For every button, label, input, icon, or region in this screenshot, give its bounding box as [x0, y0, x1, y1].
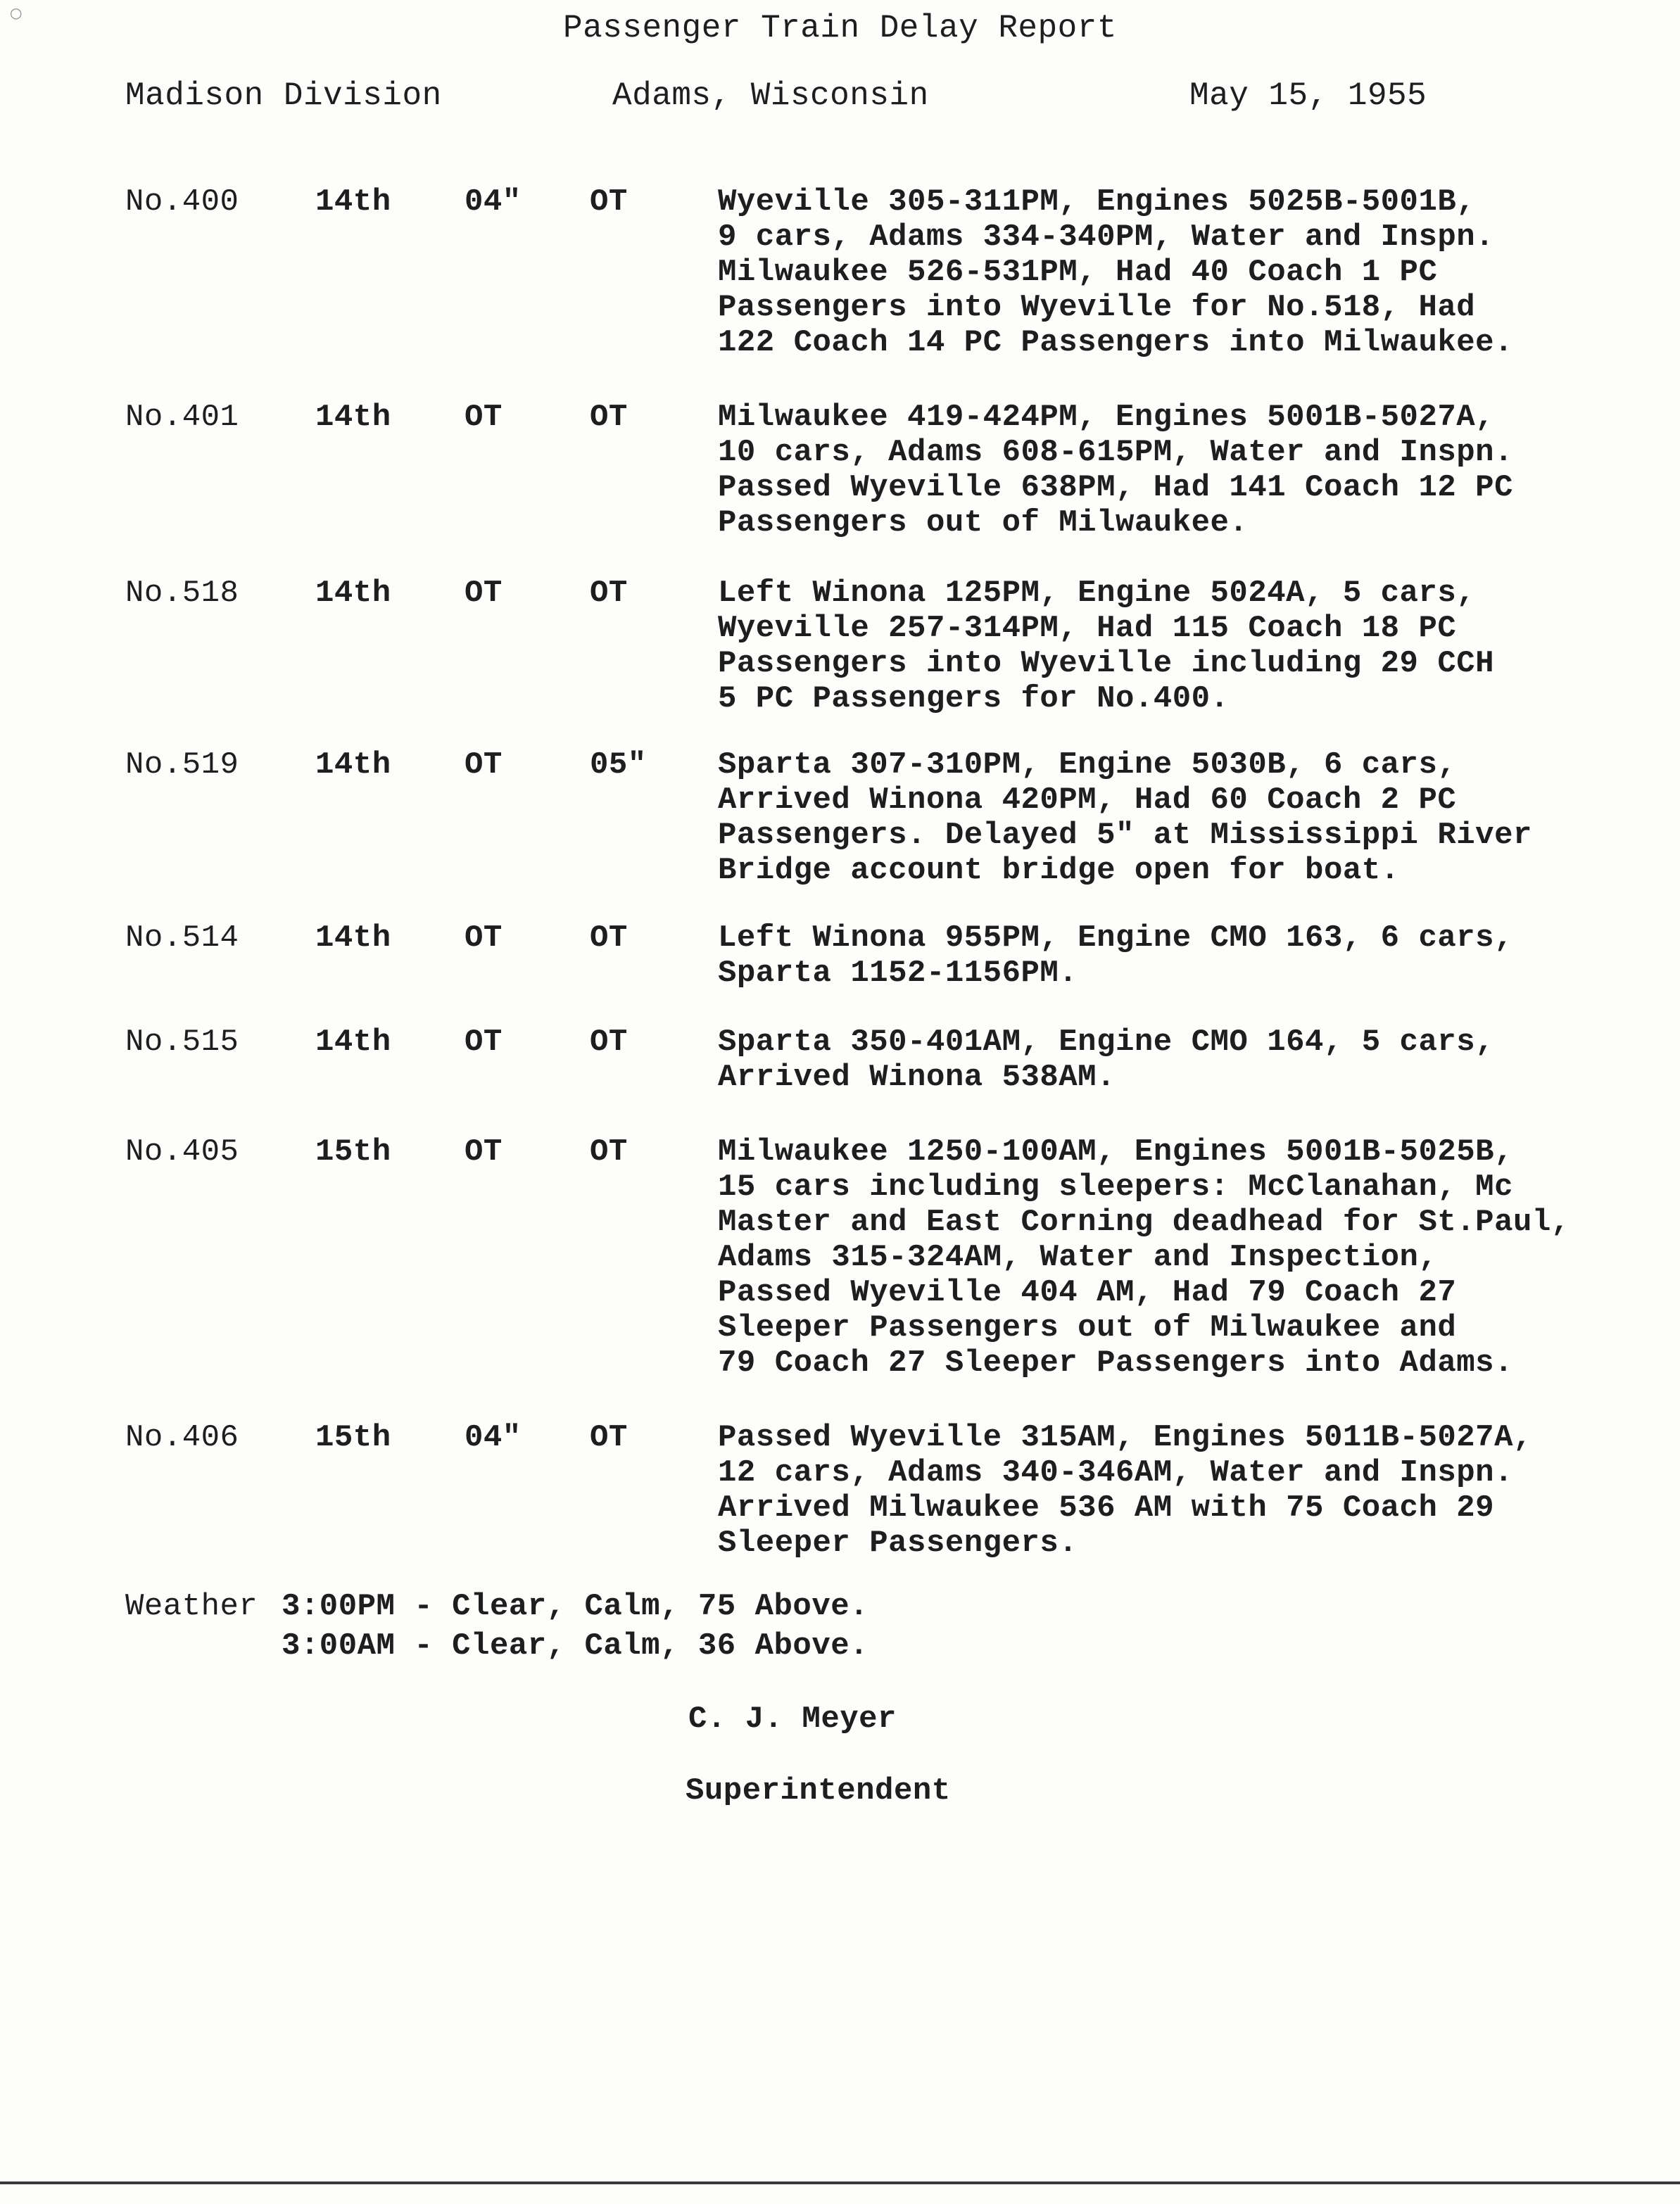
- report-location: Adams, Wisconsin: [612, 77, 929, 114]
- train-delay-first: OT: [465, 400, 503, 435]
- signature-name: C. J. Meyer: [688, 1702, 897, 1737]
- train-day: 15th: [315, 1134, 391, 1170]
- train-number: No.405: [125, 1134, 239, 1170]
- train-delay-first: 04": [465, 184, 522, 220]
- weather-morning: 3:00AM - Clear, Calm, 36 Above.: [282, 1628, 869, 1664]
- page-corner-mark: ○: [10, 4, 23, 21]
- train-delay-second: OT: [590, 400, 628, 435]
- division-name: Madison Division: [125, 77, 442, 114]
- train-day: 14th: [315, 920, 391, 956]
- train-remarks: Milwaukee 419-424PM, Engines 5001B-5027A, 10 cars, Adams 608-615PM, Water and Inspn. Passed Wyeville 638PM, Had 141 Coach 12 PC Passengers out of Milwaukee.: [718, 400, 1513, 540]
- train-delay-first: OT: [465, 920, 503, 956]
- train-day: 14th: [315, 1025, 391, 1060]
- report-date: May 15, 1955: [1189, 77, 1427, 114]
- train-number: No.406: [125, 1420, 239, 1455]
- train-day: 15th: [315, 1420, 391, 1455]
- weather-afternoon: 3:00PM - Clear, Calm, 75 Above.: [282, 1589, 869, 1624]
- train-delay-first: OT: [465, 747, 503, 783]
- train-day: 14th: [315, 576, 391, 611]
- train-number: No.514: [125, 920, 239, 956]
- train-remarks: Left Winona 125PM, Engine 5024A, 5 cars, Wyeville 257-314PM, Had 115 Coach 18 PC Passengers into Wyeville including 29 CCH 5 PC Passengers for No.400.: [718, 576, 1495, 716]
- train-remarks: Passed Wyeville 315AM, Engines 5011B-5027A, 12 cars, Adams 340-346AM, Water and Inspn. Arrived Milwaukee 536 AM with 75 Coach 29 Sleeper Passengers.: [718, 1420, 1532, 1561]
- train-number: No.400: [125, 184, 239, 220]
- train-delay-first: OT: [465, 1134, 503, 1170]
- train-remarks: Milwaukee 1250-100AM, Engines 5001B-5025B, 15 cars including sleepers: McClanahan, Mc Master and East Corning deadhead for St.Paul, Adams 315-324AM, Water and Inspection, Passed Wyeville 404 AM, Had 79 Coach 27 Sleeper Passengers out of Milwaukee and 79 Coach 27 Sleeper Passengers into Adams.: [718, 1134, 1570, 1381]
- train-day: 14th: [315, 184, 391, 220]
- report-title: Passenger Train Delay Report: [563, 10, 1117, 46]
- train-delay-second: OT: [590, 1025, 628, 1060]
- train-number: No.401: [125, 400, 239, 435]
- signature-title: Superintendent: [686, 1773, 951, 1809]
- train-number: No.515: [125, 1025, 239, 1060]
- train-delay-second: OT: [590, 1134, 628, 1170]
- train-remarks: Sparta 307-310PM, Engine 5030B, 6 cars, Arrived Winona 420PM, Had 60 Coach 2 PC Passengers. Delayed 5" at Mississippi River Bridge account bridge open for boat.: [718, 747, 1532, 888]
- train-delay-second: OT: [590, 184, 628, 220]
- train-delay-first: OT: [465, 1025, 503, 1060]
- weather-label: Weather: [125, 1589, 258, 1624]
- train-number: No.518: [125, 576, 239, 611]
- train-delay-second: 05": [590, 747, 647, 783]
- train-day: 14th: [315, 400, 391, 435]
- train-delay-second: OT: [590, 576, 628, 611]
- train-remarks: Left Winona 955PM, Engine CMO 163, 6 cars, Sparta 1152-1156PM.: [718, 920, 1513, 991]
- page-bottom-edge: [0, 2181, 1680, 2184]
- train-remarks: Sparta 350-401AM, Engine CMO 164, 5 cars, Arrived Winona 538AM.: [718, 1025, 1495, 1095]
- train-day: 14th: [315, 747, 391, 783]
- train-delay-second: OT: [590, 920, 628, 956]
- train-delay-second: OT: [590, 1420, 628, 1455]
- train-delay-first: OT: [465, 576, 503, 611]
- train-remarks: Wyeville 305-311PM, Engines 5025B-5001B, 9 cars, Adams 334-340PM, Water and Inspn. Milwaukee 526-531PM, Had 40 Coach 1 PC Passengers into Wyeville for No.518, Had 122 Coach 14 PC Passengers into Milwaukee.: [718, 184, 1513, 360]
- train-delay-first: 04": [465, 1420, 522, 1455]
- train-number: No.519: [125, 747, 239, 783]
